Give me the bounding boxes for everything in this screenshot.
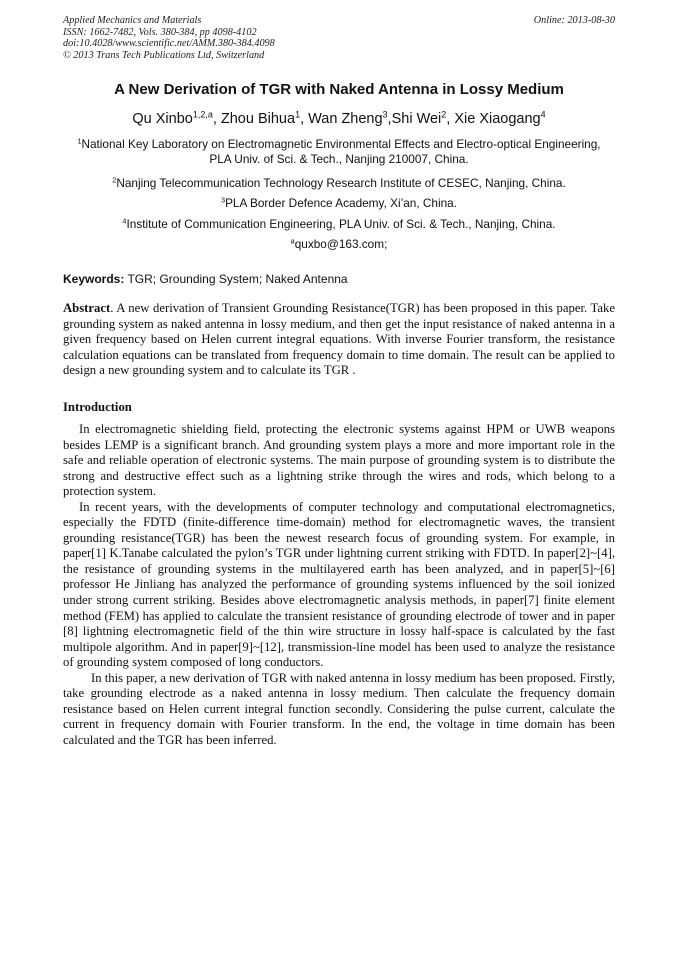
- affiliation-mark: 3: [221, 195, 226, 205]
- author-affiliation-mark: 3: [382, 109, 388, 120]
- keywords-label: Keywords:: [63, 272, 125, 286]
- introduction-heading: Introduction: [63, 400, 132, 414]
- affiliation-text: Institute of Communication Engineering, PLA Univ. of Sci. & Tech., Nanjing, China.: [126, 217, 556, 231]
- paragraph: In electromagnetic shielding field, protecting the electronic systems against HPM or UWB weapons besides LEMP is a significant branch. And grounding system plays a more and more important role in the safe and reliable operation of electronic systems. The main purpose of grounding system is to distribute the strong and destructive effect such as a lightning strike through the wires and rods, which belong to a protection system.: [63, 422, 615, 499]
- author-separator: ,: [212, 111, 221, 127]
- doi-line[interactable]: doi:10.4028/www.scientific.net/AMM.380-384.4098: [63, 38, 275, 50]
- author-name: Shi Wei: [391, 111, 442, 127]
- affiliation-4: [50, 217, 628, 232]
- author-name: Xie Xiaogang: [454, 111, 541, 127]
- affiliation-3: [50, 196, 628, 211]
- affiliation-text: PLA Border Defence Academy, Xi’an, China.: [225, 196, 457, 210]
- author-affiliation-mark: 4: [540, 109, 546, 120]
- abstract-text: . A new derivation of Transient Grounding Resistance(TGR) has been proposed in this paper. Take grounding system as naked antenna in lossy medium, and then get the input resistance of naked antenna in a given frequency based on Helen current integral equations. With inverse Fourier transform, the resistance calculation equations can be translated from frequency domain to time domain. The result can be applied to design a new grounding system and to calculate its TGR .: [63, 301, 615, 378]
- email-address[interactable]: quxbo@163.com;: [294, 237, 388, 251]
- affiliation-mark: 4: [122, 216, 127, 226]
- affiliation-text: Nanjing Telecommunication Technology Research Institute of CESEC, Nanjing, China.: [116, 176, 566, 190]
- keywords: [63, 272, 615, 287]
- issn-line: ISSN: 1662-7482, Vols. 380-384, pp 4098-4102: [63, 26, 257, 38]
- author-affiliation-mark: 2: [441, 109, 447, 120]
- author-affiliation-mark: 1,2,a: [192, 109, 213, 120]
- paper-title: A New Derivation of TGR with Naked Antenna in Lossy Medium: [114, 81, 564, 98]
- affiliation-2: [50, 176, 628, 191]
- author-email: [50, 237, 628, 252]
- affiliation-text: National Key Laboratory on Electromagnetic Environmental Effects and Electro-optical Engineering,: [81, 137, 601, 151]
- affiliation-mark: 1: [77, 136, 82, 146]
- journal-name: Applied Mechanics and Materials: [63, 15, 202, 26]
- copyright-line: © 2013 Trans Tech Publications Ltd, Switzerland: [63, 49, 265, 61]
- email-mark: a: [290, 236, 295, 246]
- keywords-text: TGR; Grounding System; Naked Antenna: [124, 272, 348, 286]
- author-separator: ,: [300, 111, 309, 127]
- author-list: [40, 110, 638, 129]
- paragraph: In this paper, a new derivation of TGR with naked antenna in lossy medium has been proposed. Firstly, take grounding electrode as a naked antenna in lossy medium. Then calculate the frequency domain resistance based on Helen current integral function secondly. Considering the pulse current, calculate the current in frequency domain with Fourier transform. In the end, the voltage in time domain has been calculated and the TGR has been inferred.: [63, 670, 615, 747]
- author-separator: ,: [387, 111, 392, 127]
- author-name: Wan Zheng: [308, 111, 383, 127]
- introduction-body: [63, 422, 615, 748]
- online-date: Online: 2013-08-30: [533, 15, 615, 26]
- journal-header: [63, 15, 615, 61]
- abstract: [63, 301, 615, 379]
- author-name: Zhou Bihua: [220, 111, 296, 127]
- abstract-label: Abstract: [63, 301, 111, 315]
- affiliation-text: PLA Univ. of Sci. & Tech., Nanjing 210007, China.: [209, 152, 469, 167]
- affiliation-1: [50, 137, 628, 168]
- author-affiliation-mark: 1: [295, 109, 301, 120]
- paragraph: In recent years, with the developments of computer technology and computational electromagnetics, especially the FDTD (finite-difference time-domain) method for electromagnetic waves, the transient grounding resistance(TGR) has been the newest research focus of grounding system. For example, in paper[1] K.Tanabe calculated the pylon’s TGR under lightning current striking with FDTD. In paper[2]~[4], the resistance of grounding systems in the multilayered earth has been analyzed, and in paper[5]~[6] professor He Jinliang has analyzed the performance of grounding systems influenced by the soil ionized under strong current striking. Besides above electromagnetic analysis methods, in paper[7] finite element method (FEM) has applied to calculate the transient resistance of grounding electrode of tower and in paper [8] lightning electromagnetic field of the thin wire structure in lossy half-space is calculated by the fast multipole algorithm. And in paper[9]~[12], transmission-line model has been used to analyze the resistance of grounding system composed of long conductors.: [63, 499, 615, 670]
- author-separator: ,: [446, 111, 455, 127]
- author-name: Qu Xinbo: [132, 111, 193, 127]
- affiliation-mark: 2: [112, 175, 117, 185]
